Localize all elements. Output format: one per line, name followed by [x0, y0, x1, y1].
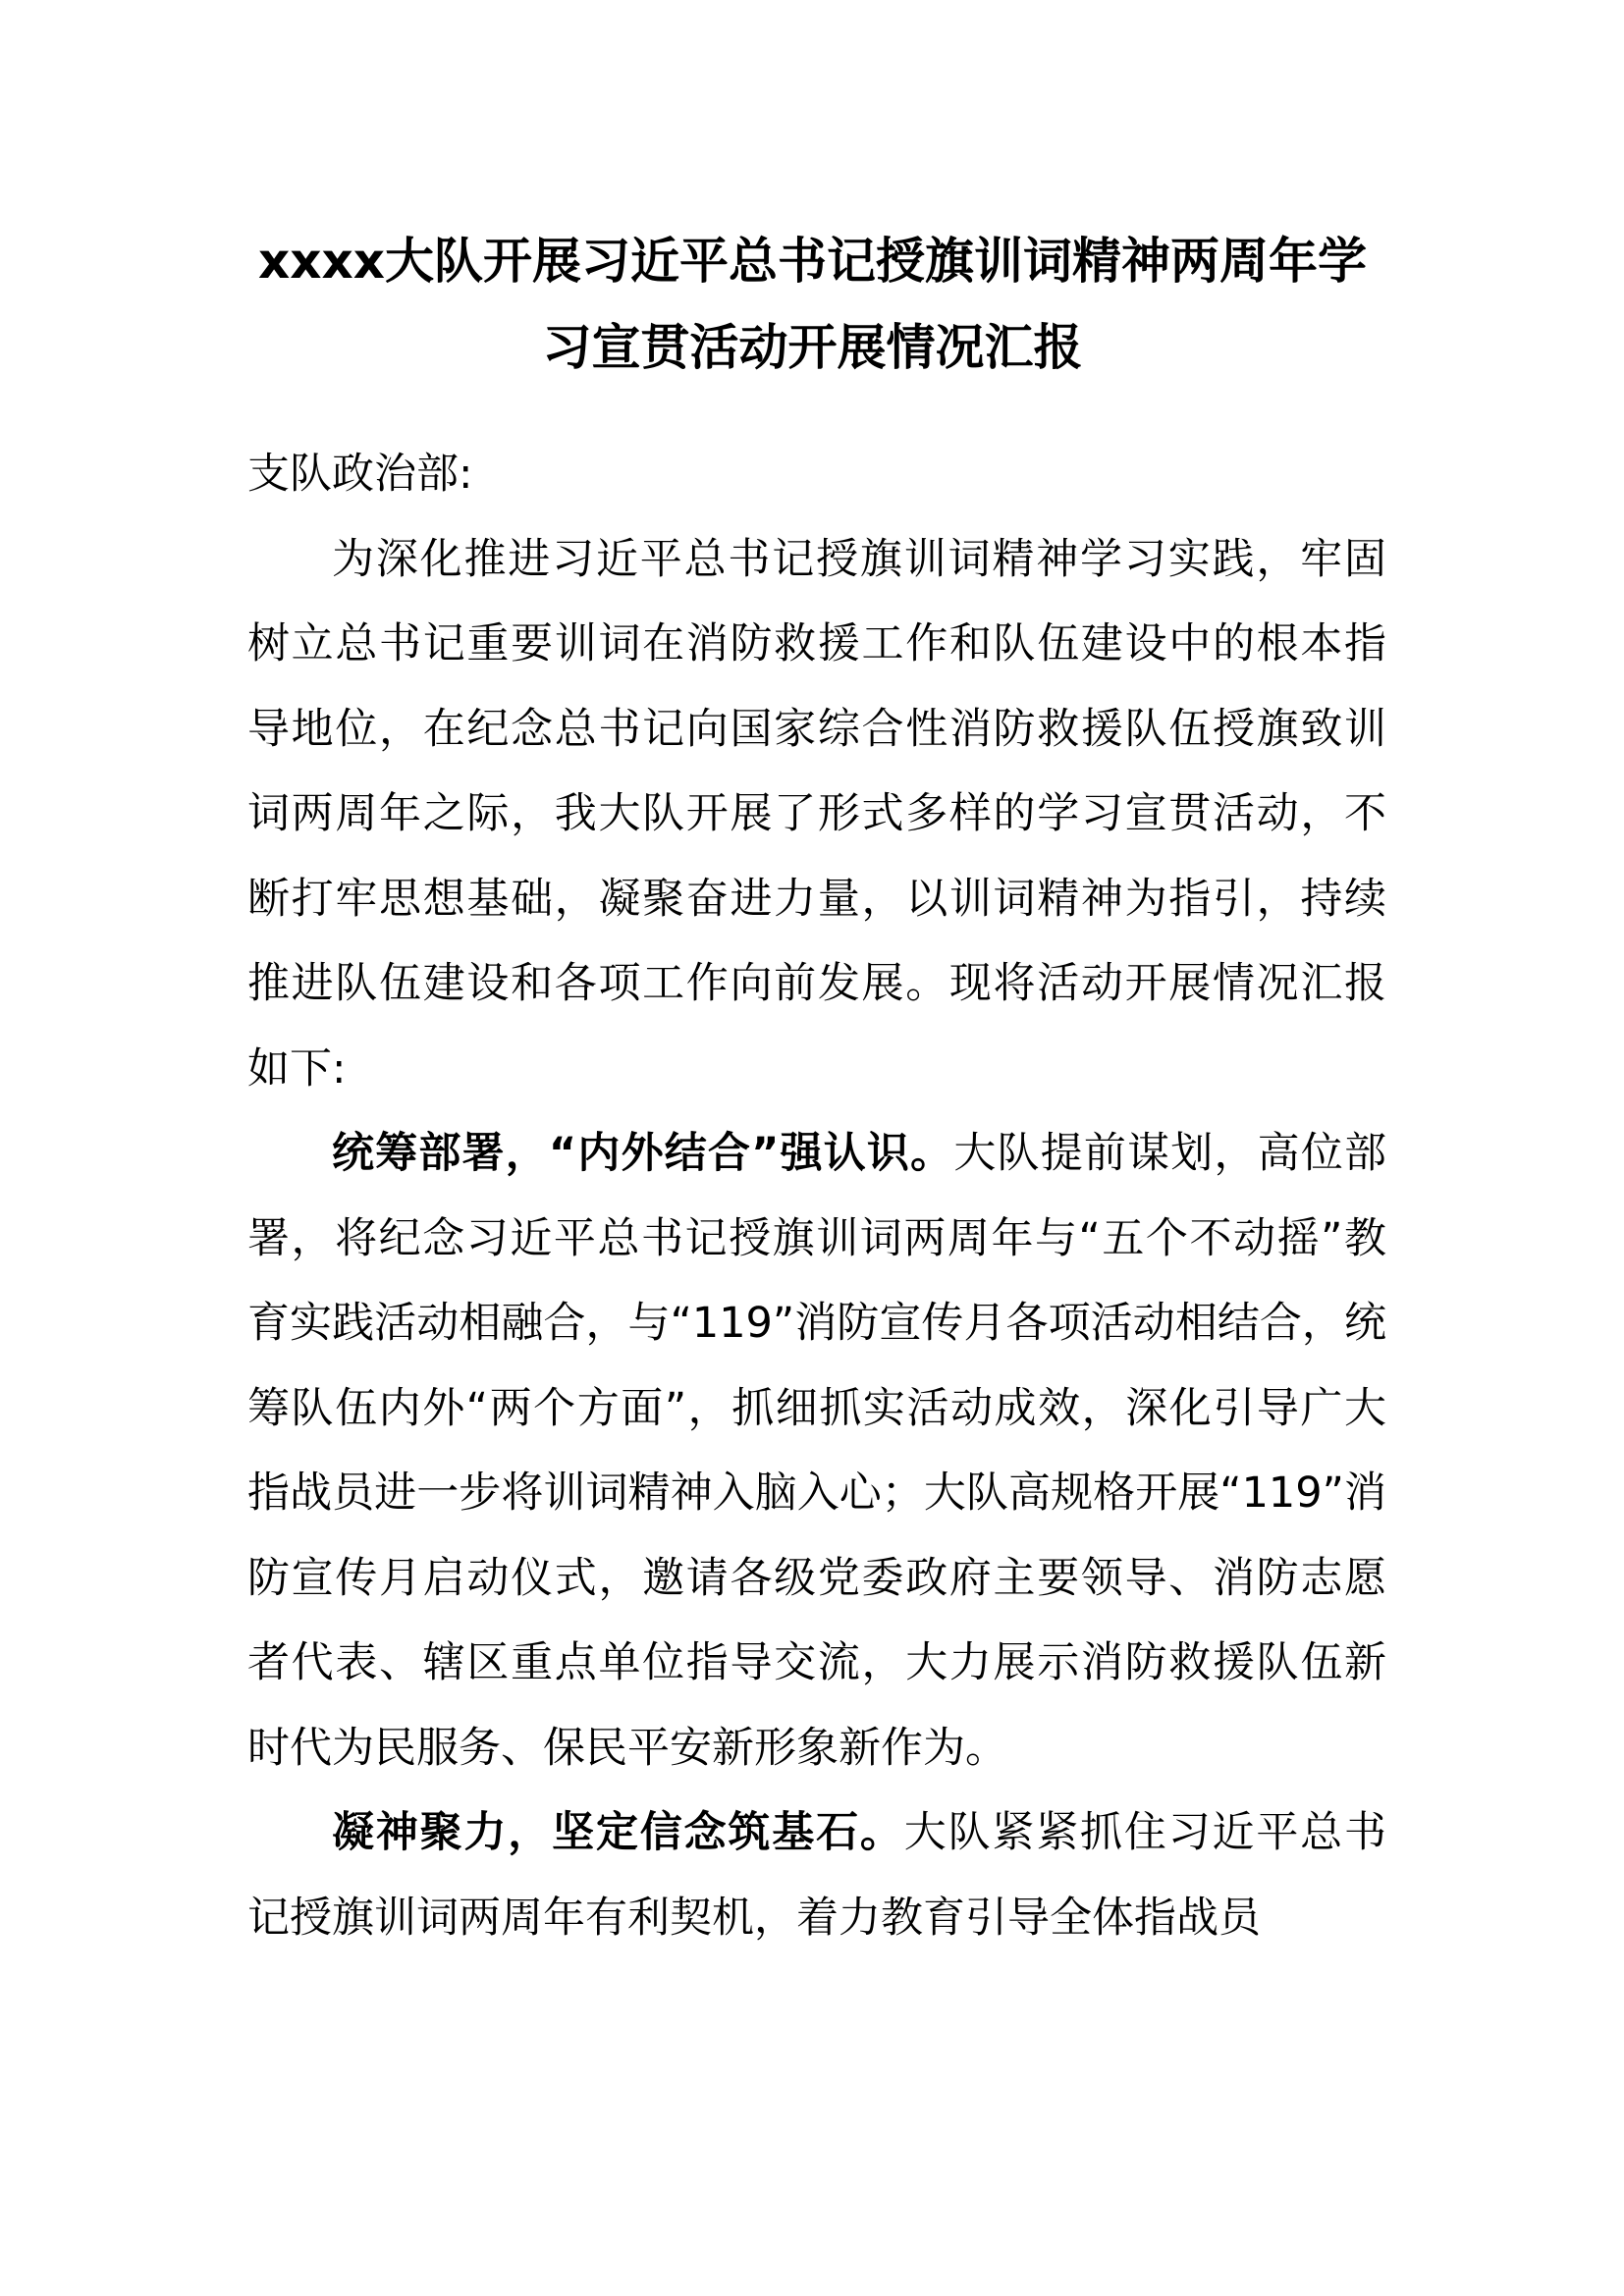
paragraph-text: 为深化推进习近平总书记授旗训词精神学习实践，牢固树立总书记重要训词在消防救援工作和队伍建设中的根本指导地位，在纪念总书记向国家综合性消防救援队伍授旗致训词两周年之际，我大队开展了形式多样的学习宣贯活动，不断打牢思想基础，凝聚奋进力量，以训词精神为指引，持续推进队伍建设和各项工作向前发展。现将活动开展情况汇报如下: [247, 534, 1386, 1094]
paragraph-overall-planning [247, 1111, 1386, 1790]
paragraph-lead: 凝神聚力，坚定信念筑基石。 [332, 1808, 904, 1857]
document-body [247, 432, 1386, 1960]
salutation: 支队政治部: [247, 450, 473, 499]
paragraph-text: 大队提前谋划，高位部署，将纪念习近平总书记授旗训词两周年与“五个不动摇”教育实践活动相融合，与“119”消防宣传月各项活动相结合，统筹队伍内外“两个方面”，抓细抓实活动成效，深化引导广大指战员进一步将训词精神入脑入心；大队高规格开展“119”消防宣传月启动仪式，邀请各级党委政府主要领导、消防志愿者代表、辖区重点单位指导交流，大力展示消防救援队伍新时代为民服务、保民平安新形象新作为。 [247, 1129, 1387, 1773]
paragraph-intro [247, 517, 1386, 1112]
paragraph-lead: 统筹部署，“内外结合”强认识。 [332, 1129, 954, 1178]
paragraph-conviction [247, 1790, 1386, 1960]
paragraph-text: 大队紧紧抓住习近平总书记授旗训词两周年有利契机，着力教育引导全体指战员 [247, 1808, 1387, 1943]
document-title: xxxx大队开展习近平总书记授旗训词精神两周年学习宣贯活动开展情况汇报 [257, 233, 1367, 376]
